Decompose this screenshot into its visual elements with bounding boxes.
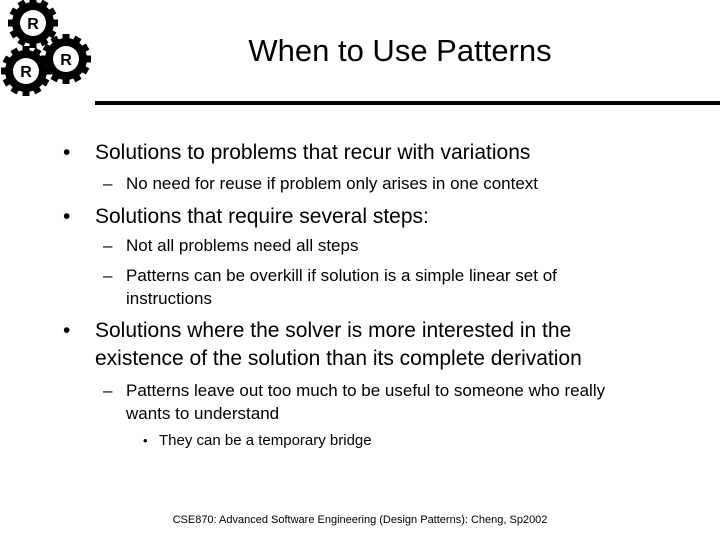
- bullet-text: Solutions to problems that recur with variations: [95, 141, 531, 164]
- dash-marker: –: [103, 381, 113, 400]
- bullet-marker: •: [63, 141, 71, 164]
- dash-marker: –: [103, 236, 113, 255]
- sub-bullet-item: [103, 379, 646, 425]
- sub-bullet-text: Not all problems need all steps: [126, 236, 359, 255]
- gear-icon: [1, 46, 51, 96]
- bullet-text: Solutions where the solver is more interested in the existence of the solution than its complete derivation: [95, 319, 582, 370]
- sub-sub-bullet-item: [143, 431, 559, 451]
- sub-sub-bullet-text: They can be a temporary bridge: [159, 432, 372, 449]
- gear-letter-3: R: [20, 64, 32, 81]
- footer-text: CSE870: Advanced Software Engineering (Design Patterns): Cheng, Sp2002: [172, 514, 548, 526]
- bullet-item: [63, 317, 665, 373]
- bullet-marker: •: [143, 433, 148, 448]
- gear-letter-1: R: [27, 16, 39, 33]
- gear-icon: [41, 34, 91, 84]
- sub-bullet-text: No need for reuse if problem only arises in one context: [126, 174, 539, 193]
- slide-title: When to Use Patterns: [248, 33, 552, 68]
- bullet-marker: •: [63, 319, 71, 342]
- gear-icon: [8, 0, 58, 48]
- sub-bullet-item: [103, 234, 646, 257]
- gear-logo: [0, 0, 100, 100]
- sub-bullet-item: [103, 264, 646, 310]
- dash-marker: –: [103, 174, 113, 193]
- bullet-item: [63, 203, 665, 231]
- dash-marker: –: [103, 266, 113, 285]
- bullet-marker: •: [63, 205, 71, 228]
- bullet-text: Solutions that require several steps:: [95, 205, 429, 228]
- gear-letter-2: R: [60, 52, 72, 69]
- sub-bullet-text: Patterns can be overkill if solution is a simple linear set of instructions: [126, 266, 557, 308]
- title-divider: [95, 101, 720, 105]
- sub-bullet-text: Patterns leave out too much to be useful to someone who really wants to understand: [126, 381, 606, 423]
- bullet-item: [63, 139, 665, 167]
- sub-bullet-item: [103, 172, 646, 195]
